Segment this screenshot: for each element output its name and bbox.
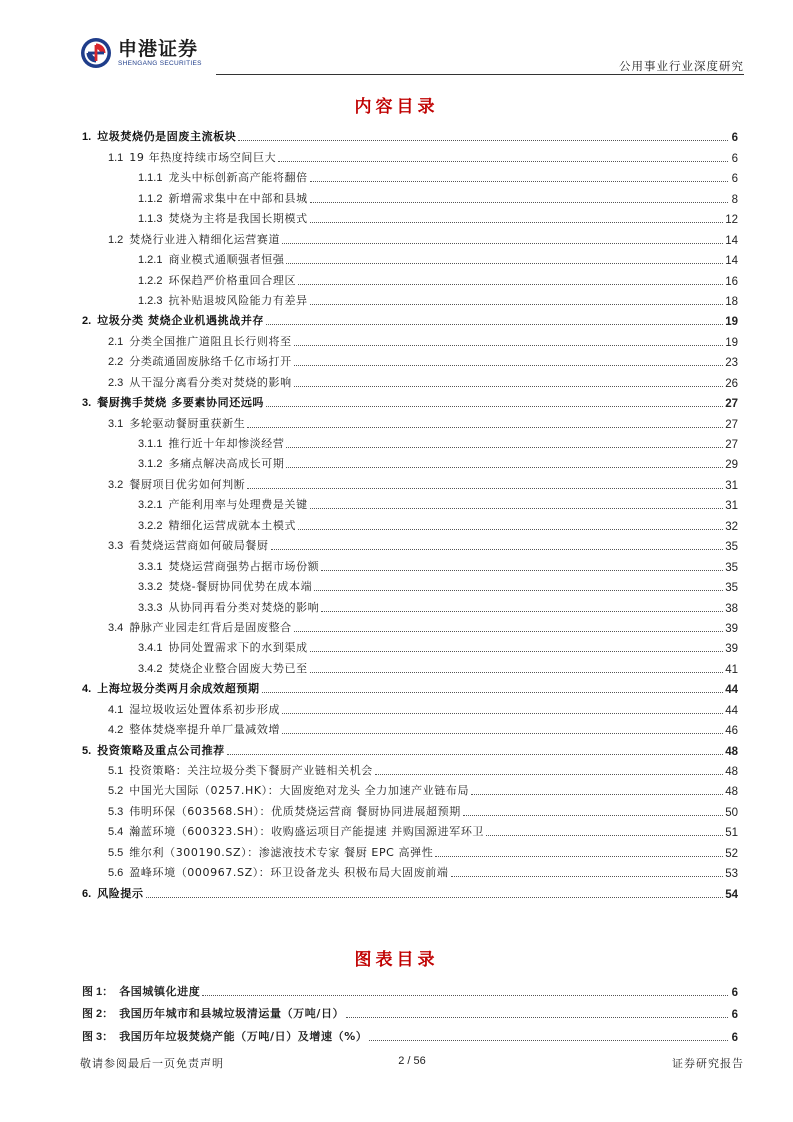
shengang-logo-icon [80,37,112,69]
dot-leader [238,140,728,141]
toc-entry-text: 维尔利（300190.SZ）：渗滤液技术专家 餐厨 EPC 高弹性 [129,845,434,859]
toc-entry-number: 3.2.1 [138,499,163,512]
toc-entry-label [138,496,308,512]
figure-entry[interactable] [82,999,738,1022]
toc-entry-label [138,190,308,206]
toc-entry-text: 看焚烧运营商如何破局餐厨 [129,539,269,553]
toc-entry[interactable] [82,655,738,675]
toc-entry-text: 分类全国推广道阻且长行则将至 [129,334,292,348]
toc-entry-text: 龙头中标创新高产能将翻倍 [168,171,308,185]
toc-entry-text: 焚烧企业整合固废大势已至 [168,661,308,675]
dot-leader [375,774,723,775]
toc-entry-number: 5. [82,744,92,757]
toc-entry[interactable] [82,819,738,839]
dot-leader [321,570,723,571]
toc-entry[interactable] [82,492,738,512]
toc-entry-text: 整体焚烧率提升单厂量减效增 [129,723,281,737]
toc-entry-text: 从干湿分离看分类对焚烧的影响 [129,375,292,389]
toc-entry-label [82,742,225,758]
toc-entry[interactable] [82,860,738,880]
toc-entry-text: 多痛点解决高成长可期 [168,457,285,471]
toc-entry-page: 53 [725,868,738,881]
toc-entry-number: 3.1.1 [138,438,163,450]
toc-entry-page: 27 [725,439,738,451]
toc-entry-text: 中国光大国际（0257.HK）：大固废绝对龙头 全力加速产业链布局 [129,784,470,798]
toc-entry-text: 焚烧-餐厨协同优势在成本端 [168,580,313,594]
toc-entry-number: 5.3 [108,805,124,818]
toc-entry-number: 5.2 [108,785,124,798]
toc-entry[interactable] [82,328,738,348]
dot-leader [266,406,723,407]
brand-name-cn: 申港证券 [118,37,199,60]
dot-leader [321,611,723,612]
toc-entry-label [108,844,433,860]
report-type: 公用事业行业深度研究 [619,59,744,73]
toc-entry-page: 19 [725,316,738,329]
figure-entry-text: 各国城镇化进度 [119,984,201,998]
toc-entry-label [108,537,269,553]
brand-logo [80,37,202,69]
toc-entry-number: 6. [82,887,92,900]
toc-entry-label [138,292,308,308]
toc-entry[interactable] [82,369,738,389]
toc-entry-label [108,333,292,349]
page-header [0,0,793,80]
figure-entry-number: 图 3： [82,1030,114,1043]
toc-entry[interactable] [82,247,738,267]
toc-entry-label [138,578,312,594]
dot-leader [247,427,723,428]
figure-entry-label [82,1028,367,1044]
dot-leader [369,1040,728,1041]
toc-entry-number: 4.1 [108,703,124,716]
toc-entry-label [138,435,284,451]
toc-entry[interactable] [82,676,738,696]
toc-entry-text: 投资策略：关注垃圾分类下餐厨产业链相关机会 [129,764,373,777]
toc-entry-number: 2.1 [108,335,124,348]
toc-entry-page: 16 [725,275,738,288]
toc-entry-text: 商业模式通顺强者恒强 [168,253,285,267]
toc-entry-number: 3.2 [108,478,124,491]
figure-list [82,976,738,1044]
dot-leader [278,161,728,162]
toc-title: 内容目录 [354,97,439,117]
toc-entry-number: 2.2 [108,356,124,369]
toc-entry-text: 推行近十年却惨淡经营 [168,437,285,450]
toc-entry[interactable] [82,431,738,451]
dot-leader [271,549,724,550]
dot-leader [310,508,724,509]
toc-entry-number: 1.1.3 [138,213,163,226]
toc-entry[interactable] [82,574,738,594]
dot-leader [310,181,728,182]
toc-entry-number: 1.2 [108,233,124,246]
toc-entry-label [108,415,245,431]
toc-entry-number: 1. [82,131,92,144]
toc-entry-text: 盈峰环境（000967.SZ）：环卫设备龙头 积极布局大固废前端 [129,866,449,880]
toc-entry-text: 焚烧运营商强势占据市场份额 [168,559,320,573]
toc-entry-label [108,864,449,880]
toc-entry-label [82,312,264,328]
toc-entry-label [108,231,280,247]
toc-entry[interactable] [82,451,738,471]
toc-entry-text: 19 年热度持续市场空间巨大 [129,150,277,164]
toc-entry-number: 3. [82,397,92,410]
toc-entry-label [82,885,144,901]
toc-entry[interactable] [82,696,738,716]
dot-leader [282,733,723,734]
toc-entry-number: 3.4.2 [138,662,163,675]
toc-entry-text: 协同处置需求下的水到渠成 [168,641,308,655]
toc-entry[interactable] [82,737,738,757]
toc-entry-page: 6 [731,152,738,165]
toc-entry-text: 多轮驱动餐厨重获新生 [129,416,246,430]
toc-entry[interactable] [82,839,738,859]
figure-list-title: 图表目录 [354,950,439,970]
toc-entry-text: 垃圾分类 焚烧企业机遇挑战并存 [97,314,265,328]
dot-leader [294,386,724,387]
figure-entry-page: 6 [731,986,738,999]
toc-entry[interactable] [82,390,738,410]
figure-entry-label [82,983,200,999]
toc-entry-text: 静脉产业园走红背后是固废整合 [129,620,292,634]
toc-entry-label [138,169,308,185]
toc-entry-number: 2. [82,315,92,328]
toc-entry-text: 精细化运营成就本土模式 [168,518,297,532]
dot-leader [247,488,723,489]
brand-name-en: SHENGANG SECURITIES [118,59,202,67]
dot-leader [486,835,723,836]
toc-entry-label [108,619,292,635]
dot-leader [463,815,723,816]
toc-entry-page: 52 [725,847,738,860]
toc-entry-page: 31 [725,479,738,492]
toc-entry-page: 12 [725,214,738,227]
dot-leader [314,590,723,591]
toc-entry-label [108,701,280,717]
toc-entry-page: 48 [725,745,738,758]
toc-entry-page: 23 [725,357,738,370]
toc-entry-text: 风险提示 [97,886,144,900]
dot-leader [310,222,724,223]
toc-entry-page: 8 [731,193,738,206]
toc-entry-page: 29 [725,459,738,472]
toc-entry-page: 6 [731,173,738,186]
toc-entry-page: 35 [725,541,738,554]
dot-leader [310,202,728,203]
toc-entry-label [108,476,245,492]
toc-entry-number: 1.2.2 [138,274,163,287]
toc-entry-number: 5.4 [108,826,124,839]
dot-leader [282,713,723,714]
dot-leader [262,692,724,693]
toc-entry-label [138,517,296,533]
dot-leader [227,754,723,755]
toc-entry-number: 5.6 [108,867,124,880]
dot-leader [471,794,723,795]
dot-leader [294,365,724,366]
toc-entry-number: 1.2.1 [138,254,163,267]
toc-entry-number: 4. [82,683,92,696]
dot-leader [266,324,723,325]
toc-entry-text: 产能利用率与处理费是关键 [168,498,308,512]
dot-leader [451,876,724,877]
toc-entry-number: 2.3 [108,376,124,389]
toc-entry-number: 3.3 [108,540,124,553]
toc-entry-label [108,823,484,839]
toc-entry-label [138,599,319,615]
toc-entry-page: 14 [725,234,738,247]
toc-entry[interactable] [82,717,738,737]
toc-entry-page: 27 [725,418,738,431]
toc-entry-number: 3.2.2 [138,519,163,532]
dot-leader [435,856,723,857]
toc-entry-label [108,803,461,819]
table-of-contents [82,124,738,901]
figure-entry-text: 我国历年垃圾焚烧产能（万吨/日）及增速（%） [119,1029,368,1043]
dot-leader [146,897,724,898]
dot-leader [294,631,724,632]
toc-entry-text: 焚烧行业进入精细化运营赛道 [129,232,281,246]
toc-entry[interactable] [82,308,738,328]
toc-entry-label [108,721,280,737]
figure-entry-label [82,1005,344,1021]
disclaimer-note: 敬请参阅最后一页免责声明 [80,1057,224,1070]
toc-entry-text: 环保趋严价格重回合理区 [168,273,297,287]
toc-entry-number: 1.1 [108,151,124,164]
toc-entry-number: 3.3.2 [138,581,163,594]
toc-entry-number: 3.4 [108,621,124,634]
toc-entry[interactable] [82,798,738,818]
dot-leader [298,529,723,530]
toc-entry[interactable] [82,226,738,246]
toc-entry-number: 1.1.2 [138,192,163,205]
toc-entry-label [138,251,284,267]
toc-entry-number: 3.1.2 [138,458,163,471]
toc-entry-label [108,782,469,798]
toc-entry[interactable] [82,410,738,430]
toc-entry-number: 3.4.1 [138,642,163,655]
toc-entry[interactable] [82,553,738,573]
page-footer [80,1055,744,1071]
toc-entry-page: 14 [725,255,738,268]
toc-entry-text: 新增需求集中在中部和县城 [168,191,308,205]
toc-entry[interactable] [82,349,738,369]
toc-entry-text: 伟明环保（603568.SH）：优质焚烧运营商 餐厨协同进展超预期 [129,804,461,818]
toc-entry-label [138,660,308,676]
toc-entry-number: 1.2.3 [138,294,163,307]
toc-entry-number: 5.5 [108,846,124,859]
toc-entry-number: 3.3.3 [138,601,163,614]
toc-entry-page: 35 [725,561,738,574]
toc-entry-page: 48 [725,786,738,799]
document-type: 证券研究报告 [672,1057,744,1070]
figure-entry[interactable] [82,1021,738,1044]
dot-leader [346,1017,728,1018]
toc-entry[interactable] [82,635,738,655]
figure-entry-number: 图 1： [82,985,114,998]
dot-leader [202,995,728,996]
header-divider [216,74,744,75]
toc-entry-page: 50 [725,806,738,819]
toc-entry-page: 54 [725,888,738,901]
toc-entry-page: 39 [725,643,738,656]
toc-entry[interactable] [82,533,738,553]
toc-entry-label [82,680,260,696]
toc-entry-text: 从协同再看分类对焚烧的影响 [168,600,320,614]
dot-leader [310,651,724,652]
toc-entry-text: 分类疏通固废脉络千亿市场打开 [129,355,292,369]
page-number: 2 / 56 [398,1055,426,1067]
toc-entry-text: 上海垃圾分类两月余成效超预期 [97,682,260,696]
toc-entry[interactable] [82,124,738,144]
toc-entry[interactable] [82,144,738,164]
toc-entry[interactable] [82,165,738,185]
toc-entry[interactable] [82,471,738,491]
toc-entry-page: 32 [725,520,738,533]
toc-entry[interactable] [82,594,738,614]
toc-entry-page: 26 [725,377,738,390]
toc-entry-page: 27 [725,398,738,411]
toc-entry-text: 投资策略及重点公司推荐 [97,743,225,757]
toc-entry[interactable] [82,185,738,205]
toc-entry-label [138,210,308,226]
toc-entry-text: 焚烧为主将是我国长期模式 [168,212,308,226]
toc-entry[interactable] [82,512,738,532]
dot-leader [298,284,723,285]
toc-entry[interactable] [82,758,738,778]
toc-entry-label [138,639,308,655]
figure-entry[interactable] [82,976,738,999]
toc-entry-page: 19 [725,336,738,349]
toc-entry-number: 3.3.1 [138,560,163,573]
toc-entry-page: 18 [725,295,738,308]
toc-entry-page: 51 [725,827,738,840]
toc-entry-text: 抗补贴退坡风险能力有差异 [168,293,308,307]
toc-entry[interactable] [82,206,738,226]
figure-entry-page: 6 [731,1009,738,1021]
toc-entry-text: 餐厨携手焚烧 多要素协同还远吗 [97,396,265,410]
dot-leader [310,304,724,305]
toc-entry-label [108,374,292,390]
toc-entry-number: 1.1.1 [138,172,163,185]
toc-entry-page: 41 [725,663,738,676]
dot-leader [286,263,723,264]
toc-entry-page: 38 [725,602,738,615]
toc-entry-label [82,394,264,410]
dot-leader [286,467,723,468]
dot-leader [286,447,723,448]
toc-entry[interactable] [82,615,738,635]
toc-entry-label [108,762,373,778]
toc-entry[interactable] [82,880,738,900]
toc-entry-text: 垃圾焚烧仍是固废主流板块 [97,130,237,144]
toc-entry-text: 瀚蓝环境（600323.SH）：收购盛运项目产能提速 并购国源进军环卫 [129,825,485,839]
toc-entry-label [138,272,296,288]
toc-entry-page: 35 [725,582,738,595]
toc-entry-number: 5.1 [108,765,124,777]
dot-leader [310,672,724,673]
toc-entry-page: 46 [725,725,738,738]
dot-leader [294,345,724,346]
toc-entry-text: 餐厨项目优劣如何判断 [129,477,246,491]
toc-entry-label [108,353,292,369]
toc-entry-number: 4.2 [108,724,124,737]
dot-leader [282,243,723,244]
toc-entry[interactable] [82,288,738,308]
toc-entry[interactable] [82,267,738,287]
toc-entry-number: 3.1 [108,417,124,430]
toc-entry[interactable] [82,778,738,798]
toc-entry-label [138,455,284,471]
figure-entry-text: 我国历年城市和县城垃圾清运量（万吨/日） [119,1007,345,1020]
toc-entry-page: 44 [725,704,738,717]
toc-entry-label [82,128,236,144]
figure-entry-number: 图 2： [82,1008,114,1020]
toc-entry-page: 39 [725,622,738,635]
toc-entry-page: 44 [725,684,738,697]
toc-entry-page: 31 [725,500,738,513]
figure-entry-page: 6 [731,1031,738,1044]
toc-entry-page: 6 [731,132,738,145]
toc-entry-page: 48 [725,766,738,778]
toc-entry-text: 湿垃圾收运处置体系初步形成 [129,702,281,716]
toc-entry-label [108,149,276,165]
toc-entry-label [138,558,319,574]
